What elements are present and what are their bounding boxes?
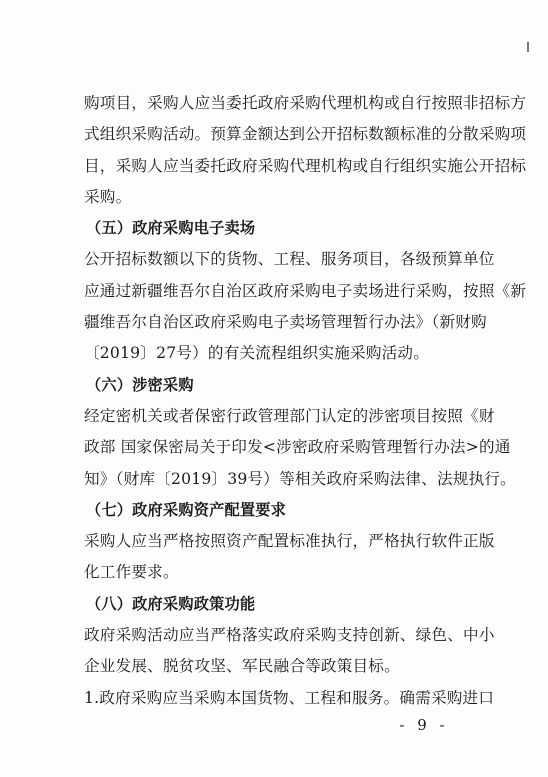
page-number: - 9 - xyxy=(399,716,449,734)
text-line: 政部 国家保密局关于印发<涉密政府采购管理暂行办法>的通 xyxy=(84,438,511,457)
text-line: 1.政府采购应当采购本国货物、工程和服务。确需采购进口 xyxy=(84,688,495,707)
text-line: 目，采购人应当委托政府采购代理机构或自行组织实施公开招标 xyxy=(84,156,527,175)
text-line: 式组织采购活动。预算金额达到公开招标数额标准的分散采购项 xyxy=(84,125,527,144)
text-line: 政府采购活动应当严格落实政府采购支持创新、绿色、中小 xyxy=(84,626,495,645)
document-body xyxy=(84,88,527,714)
text-line: 疆维吾尔自治区政府采购电子卖场管理暂行办法》（新财购 xyxy=(84,313,487,332)
text-line: 经定密机关或者保密行政管理部门认定的涉密项目按照《财 xyxy=(84,406,495,425)
section-heading: （七）政府采购资产配置要求 xyxy=(86,500,287,519)
text-line: 应通过新疆维吾尔自治区政府采购电子卖场进行采购，按照《新 xyxy=(84,281,527,300)
scan-mark xyxy=(527,42,529,52)
text-line: 采购。 xyxy=(84,187,132,206)
text-line: 采购人应当严格按照资产配置标准执行，严格执行软件正版 xyxy=(84,532,495,551)
text-line: 知》（财库〔2019〕39号）等相关政府采购法律、法规执行。 xyxy=(84,469,516,488)
text-line: 化工作要求。 xyxy=(84,563,179,582)
section-heading: （八）政府采购政策功能 xyxy=(86,594,256,613)
text-line: 购项目，采购人应当委托政府采购代理机构或自行按照非招标方 xyxy=(84,94,527,112)
section-heading: （六）涉密采购 xyxy=(86,375,194,394)
text-line: 〔2019〕27号）的有关流程组织实施采购活动。 xyxy=(84,344,430,363)
text-line: 公开招标数额以下的货物、工程、服务项目，各级预算单位 xyxy=(84,250,495,269)
text-line: 企业发展、脱贫攻坚、军民融合等政策目标。 xyxy=(84,657,400,676)
section-heading: （五）政府采购电子卖场 xyxy=(86,219,256,238)
